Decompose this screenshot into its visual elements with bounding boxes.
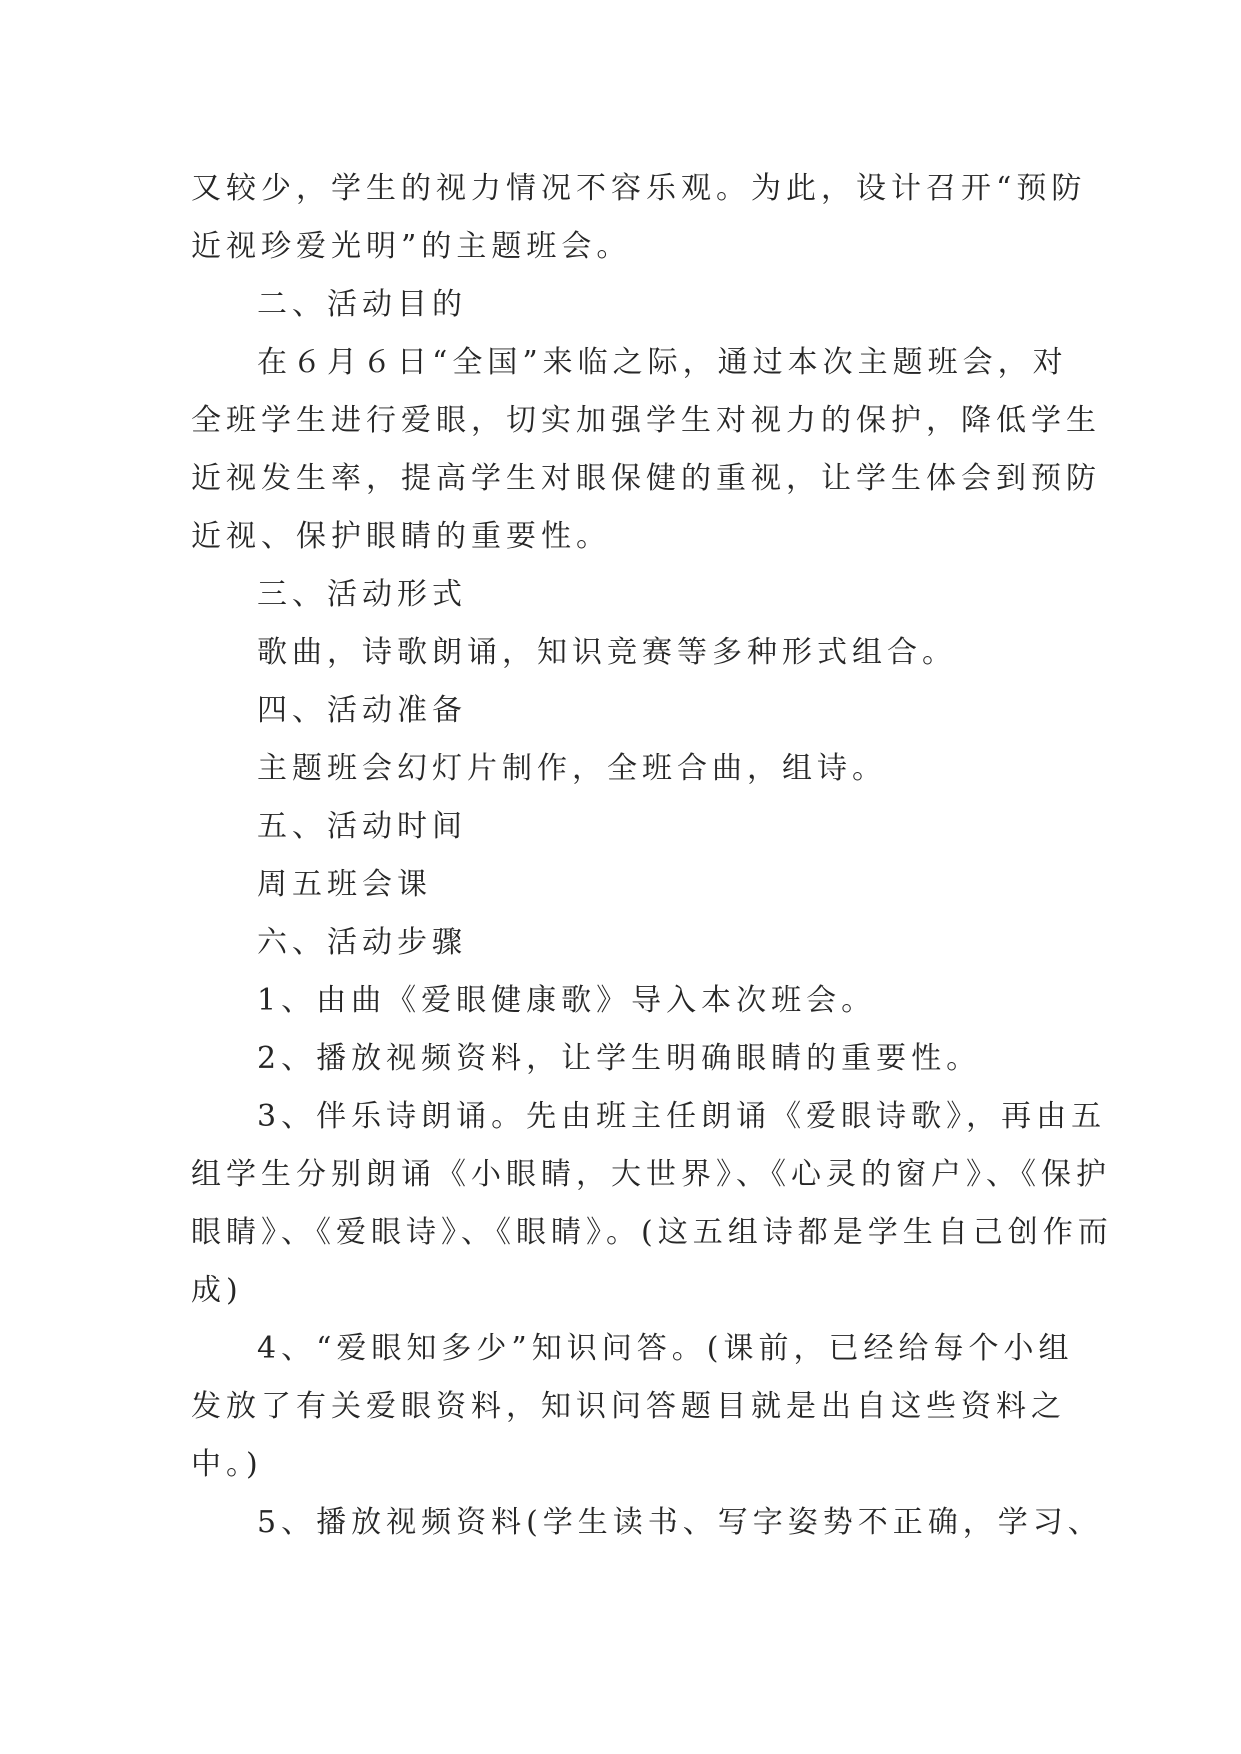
document-body (191, 160, 1113, 1552)
section-heading: 二、活动目的 (257, 287, 467, 322)
list-item: 4、“爱眼知多少”知识问答。(课前，已经给每个小组 (257, 1331, 1074, 1366)
section-heading: 四、活动准备 (257, 693, 467, 728)
paragraph-line: 近视珍爱光明”的主题班会。 (191, 229, 632, 264)
paragraph-line: 歌曲，诗歌朗诵，知识竞赛等多种形式组合。 (257, 635, 957, 670)
section-heading: 五、活动时间 (257, 809, 467, 844)
paragraph-line: 成) (191, 1273, 243, 1308)
paragraph-line: 发放了有关爱眼资料，知识问答题目就是出自这些资料之 (191, 1389, 1066, 1424)
paragraph-line: 周五班会课 (257, 867, 432, 902)
section-heading: 六、活动步骤 (257, 925, 467, 960)
list-item: 2、播放视频资料，让学生明确眼睛的重要性。 (257, 1041, 982, 1076)
paragraph-line: 在６月６日“全国”来临之际，通过本次主题班会，对 (257, 345, 1068, 380)
paragraph-line: 主题班会幻灯片制作，全班合曲，组诗。 (257, 751, 887, 786)
paragraph-line: 中。) (191, 1447, 263, 1482)
paragraph-line: 眼睛》、《爱眼诗》、《眼睛》。(这五组诗都是学生自己创作而 (191, 1215, 1113, 1250)
list-item: 1、由曲《爱眼健康歌》导入本次班会。 (257, 983, 877, 1018)
paragraph-line: 近视、保护眼睛的重要性。 (191, 519, 611, 554)
list-item: 3、伴乐诗朗诵。先由班主任朗诵《爱眼诗歌》，再由五 (257, 1099, 1107, 1134)
paragraph-line: 组学生分别朗诵《小眼睛，大世界》、《心灵的窗户》、《保护 (191, 1157, 1111, 1192)
paragraph-line: 又较少，学生的视力情况不容乐观。为此，设计召开“预防 (191, 171, 1087, 206)
section-heading: 三、活动形式 (257, 577, 467, 612)
list-item: 5、播放视频资料(学生读书、写字姿势不正确，学习、 (257, 1505, 1103, 1540)
paragraph-line: 全班学生进行爱眼，切实加强学生对视力的保护，降低学生 (191, 403, 1101, 438)
paragraph-line: 近视发生率，提高学生对眼保健的重视，让学生体会到预防 (191, 461, 1101, 496)
